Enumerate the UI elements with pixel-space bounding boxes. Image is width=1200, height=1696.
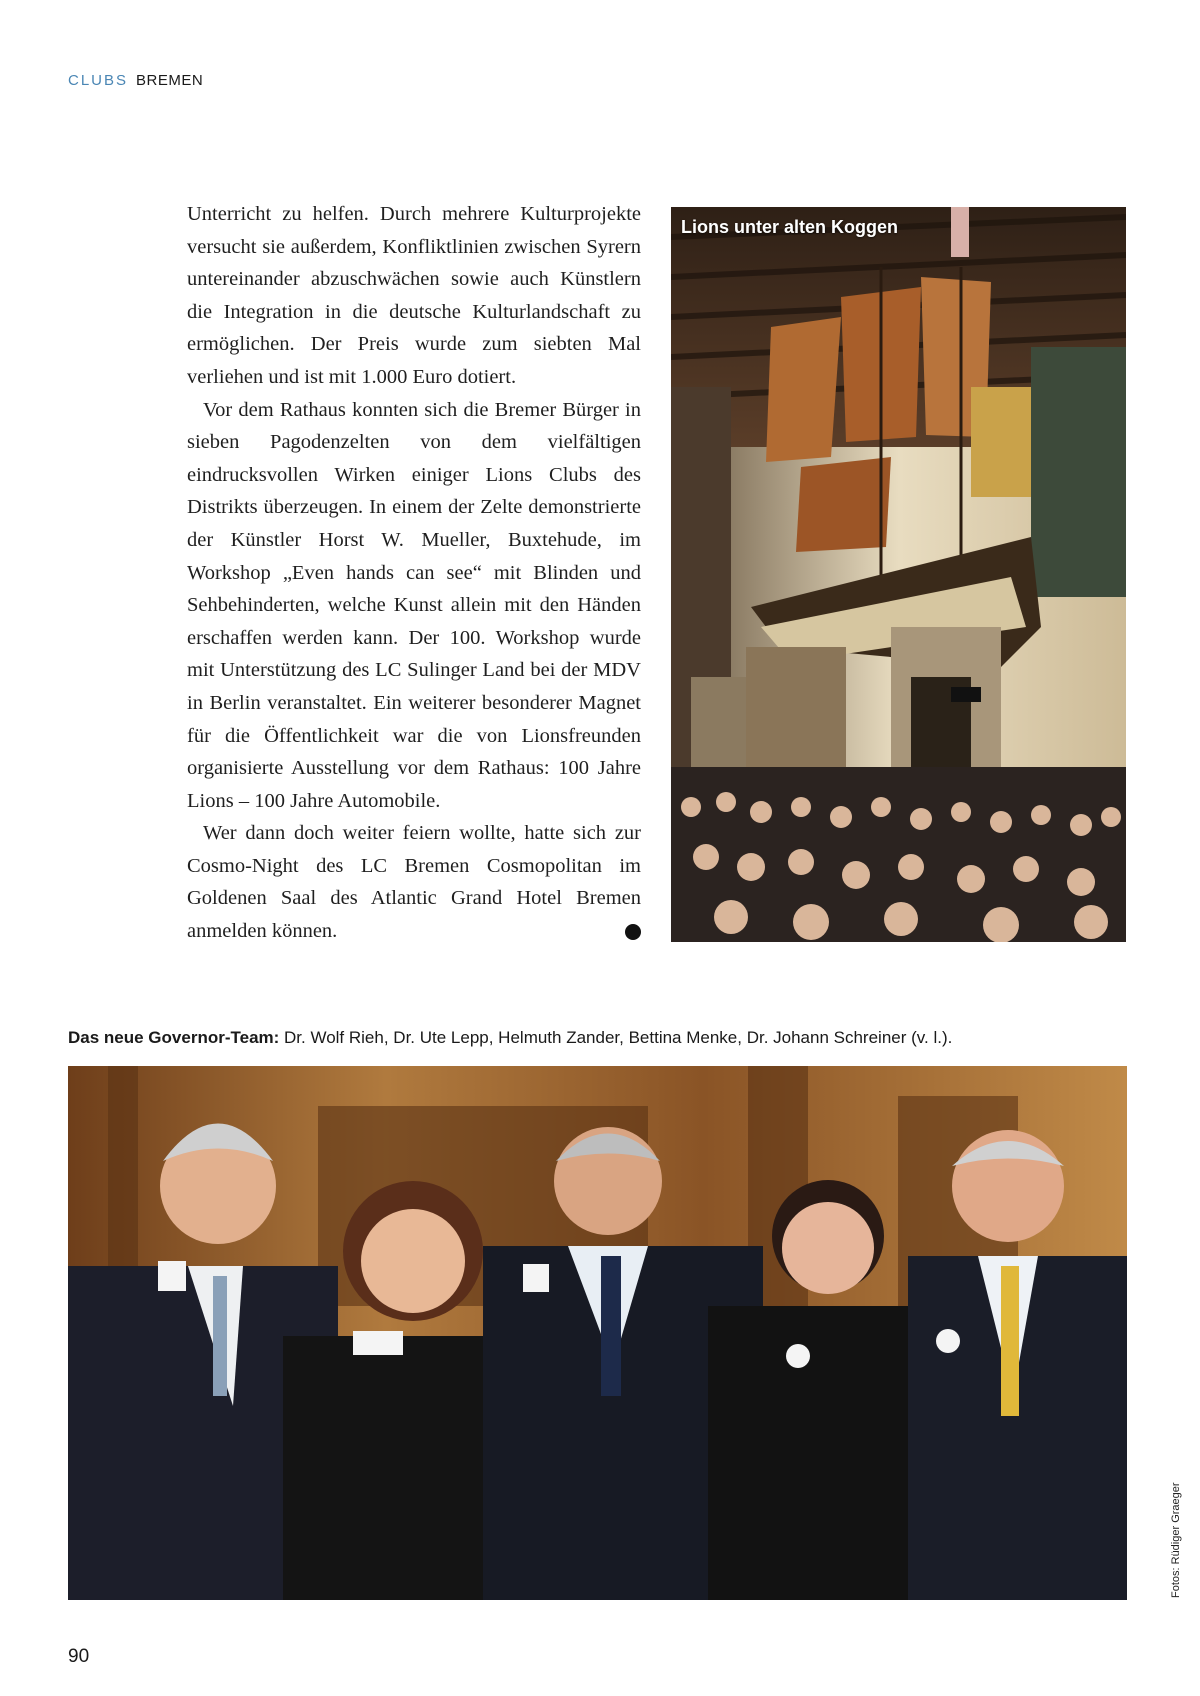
team-caption-text: Dr. Wolf Rieh, Dr. Ute Lepp, Helmuth Zander, Bettina Menke, Dr. Johann Schreiner (v. l.). xyxy=(279,1028,953,1047)
paragraph: Vor dem Rathaus konnten sich die Bremer Bürger in sieben Pagodenzelten von dem vielfältigen eindrucksvollen Wirken einiger Lions Clubs des Distrikts überzeugen. In einem der Zelte demonstrierte der Künstler Horst W. Mueller, Buxtehude, im Workshop „Even hands can see“ mit Blinden und Sehbehinderten, welche Kunst allein mit den Händen erschaffen werden kann. Der 100. Workshop wurde mit Unterstützung des LC Sulinger Land bei der MDV in Berlin veranstaltet. Ein weiterer besonderer Magnet für die Öffentlichkeit war die von Lionsfreunden organisierte Ausstellung vor dem Rathaus: 100 Jahre Lions – 100 Jahre Automobile. xyxy=(187,398,641,812)
paragraph xyxy=(187,817,648,947)
paragraph: Unterricht zu helfen. Durch mehrere Kulturprojekte versucht sie außerdem, Konfliktlinien zwischen Syrern untereinander abzuschwächen sowie auch Künstlern die Integration in die deutsche Kulturlandschaft zu ermöglichen. Der Preis wurde zum siebten Mal verliehen und ist mit 1.000 Euro dotiert. xyxy=(187,203,641,388)
hall-photo-caption: Lions unter alten Koggen xyxy=(681,217,899,237)
header-section: CLUBS xyxy=(68,72,129,89)
header-subsection: BREMEN xyxy=(136,72,204,89)
paragraph-text: Wer dann doch weiter feiern wollte, hatte sich zur Cosmo-Night des LC Bremen Cosmopolitan im Goldenen Saal des Atlantic Grand Hotel Bremen anmelden können. xyxy=(187,822,641,943)
hall-photo-image xyxy=(671,207,1126,942)
team-photo-caption xyxy=(68,1028,1128,1048)
team-caption-bold: Das neue Governor-Team: xyxy=(68,1028,280,1047)
running-header xyxy=(68,72,203,89)
team-photo xyxy=(68,1066,1127,1600)
team-photo-image xyxy=(68,1066,1127,1600)
page-number: 90 xyxy=(68,1646,90,1667)
hall-photo xyxy=(671,207,1126,942)
end-mark-icon: L xyxy=(625,924,641,940)
article-body xyxy=(187,198,648,948)
photo-credit: Fotos: Rüdiger Graeger xyxy=(1170,1482,1182,1598)
